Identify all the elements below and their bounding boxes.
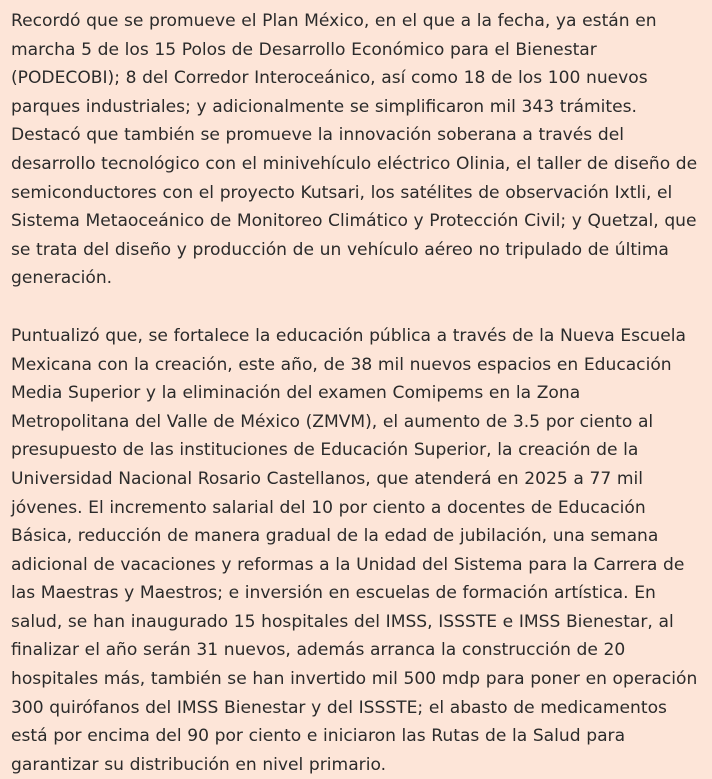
- paragraph-educacion-salud: Puntualizó que, se fortalece la educación pública a través de la Nueva Escuela Mexicana con la creación, este año, de 38 mil nuevos espacios en Educación Media Superior y la eliminación del examen Comipems en la Zona Metropolitana del Valle de México (ZMVM), el aumento de 3.5 por ciento al presupuesto de las instituciones de Educación Superior, la creación de la Universidad Nacional Rosario Castellanos, que atenderá en 2025 a 77 mil jóvenes. El incremento salarial del 10 por ciento a docentes de Educación Básica, reducción de manera gradual de la edad de jubilación, una semana adicional de vacaciones y reformas a la Unidad del Sistema para la Carrera de las Maestras y Maestros; e inversión en escuelas de formación artística. En salud, se han inaugurado 15 hospitales del IMSS, ISSSTE e IMSS Bienestar, al finalizar el año serán 31 nuevos, además arranca la construcción de 20 hospitales más, también se han invertido mil 500 mdp para poner en operación 300 quirófanos del IMSS Bienestar y del ISSSTE; el abasto de medicamentos está por encima del 90 por ciento e iniciaron las Rutas de la Salud para garantizar su distribución en nivel primario.: [11, 325, 698, 775]
- paragraph-plan-mexico: Recordó que se promueve el Plan México, en el que a la fecha, ya están en marcha 5 de los 15 Polos de Desarrollo Económico para el Bienestar (PODECOBI); 8 del Corredor Interoceánico, así como 18 de los 100 nuevos parques industriales; y adicionalmente se simplificaron mil 343 trámites. Destacó que también se promueve la innovación soberana a través del desarrollo tecnológico con el minivehículo eléctrico Olinia, el taller de diseño de semiconductores con el proyecto Kutsari, los satélites de observación Ixtli, el Sistema Metaoceánico de Monitoreo Climático y Protección Civil; y Quetzal, que se trata del diseño y producción de un vehículo aéreo no tripulado de última generación.: [11, 11, 698, 289]
